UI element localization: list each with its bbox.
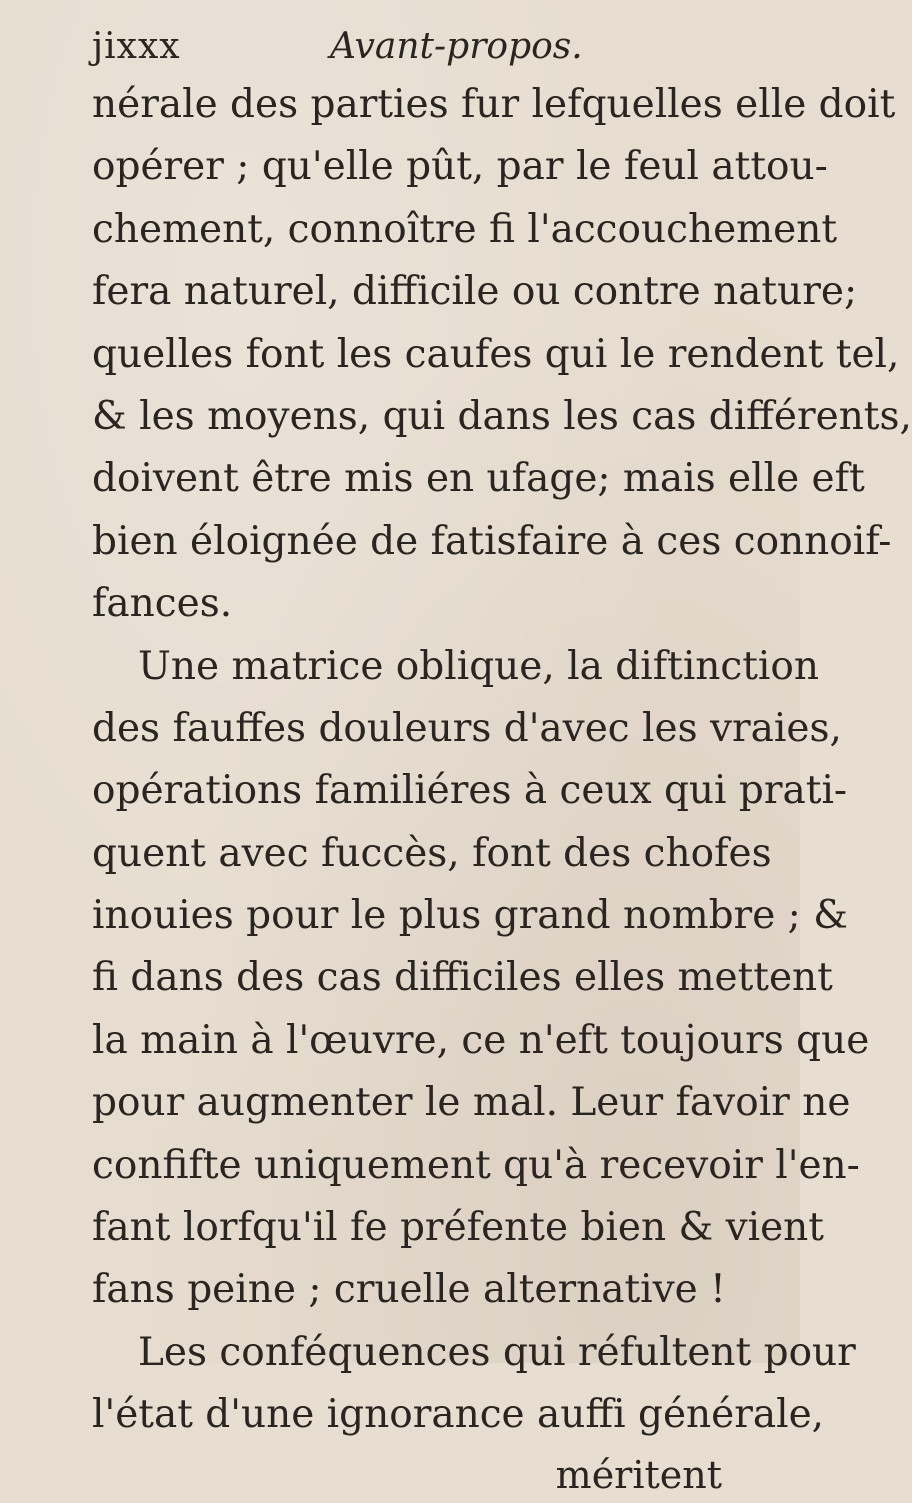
running-title: Avant-propos. [330, 26, 583, 67]
text-line: & les moyens, qui dans les cas différents, [92, 393, 912, 439]
text-line: opérer ; qu'elle pût, par le feul attou- [92, 144, 828, 190]
text-line: chement, connoître fi l'accouchement [92, 206, 838, 252]
text-line: la main à l'œuvre, ce n'eft toujours que [92, 1017, 870, 1063]
text-line: pour augmenter le mal. Leur favoir ne [92, 1080, 851, 1126]
text-line: fans peine ; cruelle alternative ! [92, 1267, 726, 1313]
text-line: nérale des parties fur lefquelles elle doit [92, 82, 896, 127]
text-line: des fauffes douleurs d'avec les vraies, [92, 705, 842, 751]
text-line: opérations familiéres à ceux qui prati- [92, 768, 848, 814]
page-header [92, 26, 732, 72]
text-line: inouies pour le plus grand nombre ; & [92, 893, 848, 939]
page-number: jixxx [92, 26, 181, 67]
text-line: bien éloignée de fatisfaire à ces connoif- [92, 518, 892, 564]
text-line: doivent être mis en ufage; mais elle eft [92, 456, 865, 502]
text-line: quent avec fuccès, font des chofes [92, 830, 772, 876]
text-line: fant lorfqu'il fe préfente bien & vient [92, 1205, 824, 1251]
text-line: quelles font les caufes qui le rendent tel, [92, 331, 900, 377]
body-text [92, 74, 912, 1503]
text-line: fera naturel, difficile ou contre nature; [92, 269, 858, 315]
catchword: méritent [555, 1452, 722, 1497]
text-line: fances. [92, 581, 233, 627]
catchword-row [92, 1447, 732, 1503]
text-line: l'état d'une ignorance auffi générale, [92, 1392, 825, 1438]
text-line: fi dans des cas difficiles elles mettent [92, 955, 833, 1001]
text-line: Une matrice oblique, la diftinction [138, 643, 819, 689]
text-line: Les conféquences qui réfultent pour [138, 1329, 856, 1375]
text-line: confifte uniquement qu'à recevoir l'en- [92, 1142, 860, 1188]
